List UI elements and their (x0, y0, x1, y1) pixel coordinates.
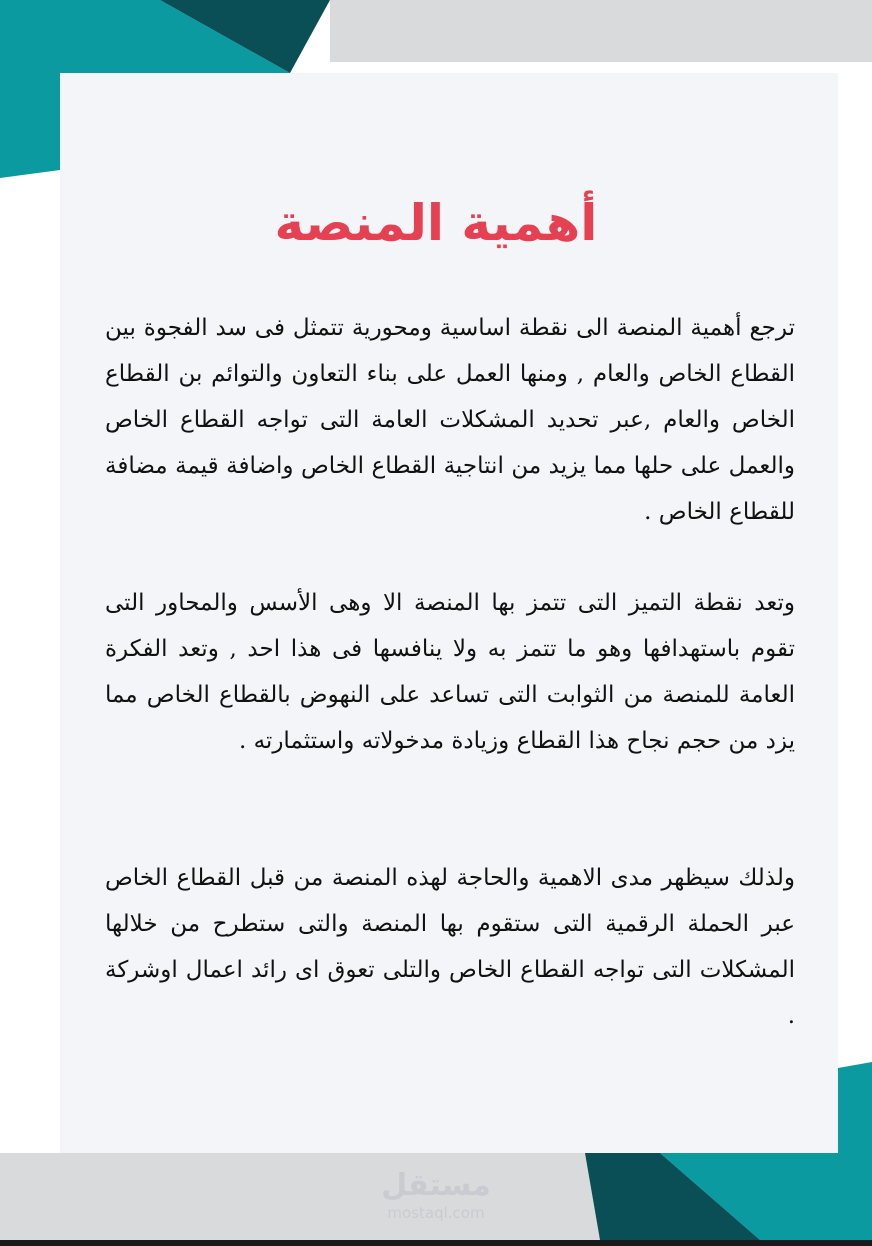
watermark-logo: مستقل (381, 1168, 491, 1203)
watermark (0, 1168, 872, 1222)
page-title: أهمية المنصة (274, 194, 598, 252)
paragraph-3: ولذلك سيظهر مدى الاهمية والحاجة لهذه المنصة من قبل القطاع الخاص عبر الحملة الرقمية التى ستقوم بها المنصة والتى ستطرح من خلالها المشكلات التى تواجه القطاع الخاص والتلى تعوق اى رائد اعمال اوشركة . (105, 865, 795, 1029)
watermark-url: mostaql.com (387, 1204, 485, 1222)
paragraph-1: ترجع أهمية المنصة الى نقطة اساسية ومحورية تتمثل فى سد الفجوة بين القطاع الخاص والعام , ومنها العمل على بناء التعاون والتوائم بن القطاع الخاص والعام ,عبر تحديد المشكلات العامة التى تواجه القطاع الخاص والعمل على حلها مما يزيد من انتاجية القطاع الخاص واضافة قيمة مضافة للقطاع الخاص . (105, 315, 795, 525)
top-gray-band (330, 0, 872, 62)
bottom-edge-bar (0, 1240, 872, 1246)
paragraph-2: وتعد نقطة التميز التى تتمز بها المنصة الا وهى الأسس والمحاور التى تقوم باستهدافها وهو ما تتمز به ولا ينافسها فى هذا احد , وتعد الفكرة العامة للمنصة من الثوابت التى تساعد على النهوض بالقطاع الخاص مما يزد من حجم نجاح هذا القطاع وزيادة مدخولاته واستثمارته . (105, 590, 795, 754)
